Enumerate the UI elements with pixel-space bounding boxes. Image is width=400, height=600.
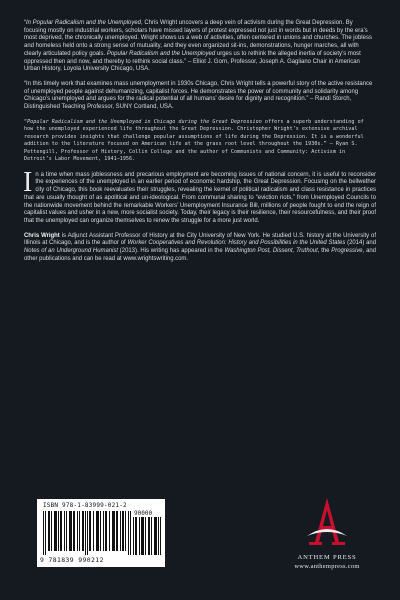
back-cover-text	[24, 20, 376, 263]
blurb-storch: “In this timely work that examines mass unemployment in 1930s Chicago, Chris Wright tells a powerful story of the active resistance of unemployed people against dehumanizing, capitalist forces. He demonstrates the power of community and solidarity among Chicago’s unemployed and argues for the radical potential of all humans’ desire for dignity and recognition.” – Randi Storch, Distinguished Teaching Professor, SUNY Cortland, USA.	[24, 80, 373, 111]
book-title-ref: In Popular Radicalism and the Unemployed	[26, 20, 141, 26]
bio-book-title: Worker Cooperatives and Revolution: History and Possibilities in the United States	[127, 240, 346, 247]
bio-publication: Progressive	[331, 248, 363, 255]
bio-text: is Adjunct Assistant Professor of History at the City University of New York. He studied U.S. history at the University of Illinois at Chicago, and is the author of	[24, 232, 377, 247]
bio-text: (2014) and	[345, 240, 376, 247]
bio-publication: Washington Post, Dissent, Truthout	[224, 248, 318, 255]
description-text: n a time when mass joblessness and precarious employment are becoming issues of national concern, it is useful to reconsider the experiences of the unemployed in an earlier period of economic hardship, the Great Depression. Focusing on the bellwether city of Chicago, this book reevaluates their struggles, revealing the kernel of political radicalism and class resistance in practices that are usually thought of as apolitical and un-ideological. From communal sharing to “eviction riots,” from Unemployed Councils to the nationwide movement behind the remarkable Workers’ Unemployment Insurance Bill, millions of people fought to end the reign of capitalist values and usher in a new, more socialist society. Today, their legacy is their resilience, their resourcefulness, and their proof that the unemployed can organize themselves to renew the struggle for a more just world.	[24, 171, 376, 224]
bio-text: , and other publications and can be read at www.wrightswriting.com.	[24, 248, 376, 262]
publisher-name: ANTHEM PRESS	[297, 554, 357, 561]
isbn-barcode	[37, 499, 165, 567]
book-title-ref: Popular Radicalism and the Unemployed	[106, 50, 216, 57]
blurb-text: urges us to rethink the alleged inertia of society’s most oppressed then and now, and thereby to rethink social class.” – Elliot J. Gorn, Professor, Joseph A. Gagliano Chair in American Urban History, Loyola University Chicago, USA.	[24, 50, 361, 73]
publisher-url: www.anthempress.com	[294, 563, 360, 570]
blurb-pettengill	[24, 119, 376, 164]
drop-cap: I	[23, 166, 33, 198]
bio-text: (2013). His writing has appeared in the	[118, 248, 225, 255]
book-description	[23, 166, 376, 226]
ean-barcode-bars	[43, 511, 131, 555]
blurb-gorn	[24, 20, 376, 74]
blurb-text: offers a superb understanding of how the unemployed experienced life throughout the Great Depression. Christopher Wright’s extensive archival research provides insights that challenge popular assumptions of life during the Depression. It is a wonderful addition to the literature focused on American life at the grass root level throughout the 1930s.” – Ryan S. Pettengill, Professor of History, Collin College and the author of Communists and Community: Activism in Detroit’s Labor Movement, 1941–1956.	[24, 118, 364, 163]
isbn-label: ISBN 978-1-83999-021-2	[43, 502, 127, 509]
open-quote: “	[24, 20, 26, 26]
addon-barcode-bars	[133, 517, 161, 555]
publisher-block	[272, 496, 382, 580]
bio-book-title: Notes of an Underground Humanist	[24, 248, 118, 255]
author-bio	[24, 233, 376, 264]
anthem-a-logo-icon	[305, 496, 349, 552]
addon-price-code: 90000	[134, 510, 153, 517]
bio-text: , the	[317, 248, 332, 255]
blurb-text: , Chris Wright uncovers a deep vein of activism during the Great Depression. By focusing mostly on industrial workers, scholars have missed layers of protest expressed not just in words but in deeds by the era’s most deprived, the chronically unemployed. Wright shows us a web of activities, often centered in unions and churches. The jobless and homeless held onto a strong sense of mutuality, and they even organized sit-ins, demonstrations, hunger marches, all with clearly articulated policy goals.	[24, 20, 372, 57]
author-name: Chris Wright	[24, 232, 60, 239]
open-quote: “	[24, 118, 28, 125]
ean-number: 9 781839 990212	[40, 556, 104, 564]
book-title-ref: Popular Radicalism and the Unemployed in Chicago during the Great Depression	[27, 118, 262, 125]
